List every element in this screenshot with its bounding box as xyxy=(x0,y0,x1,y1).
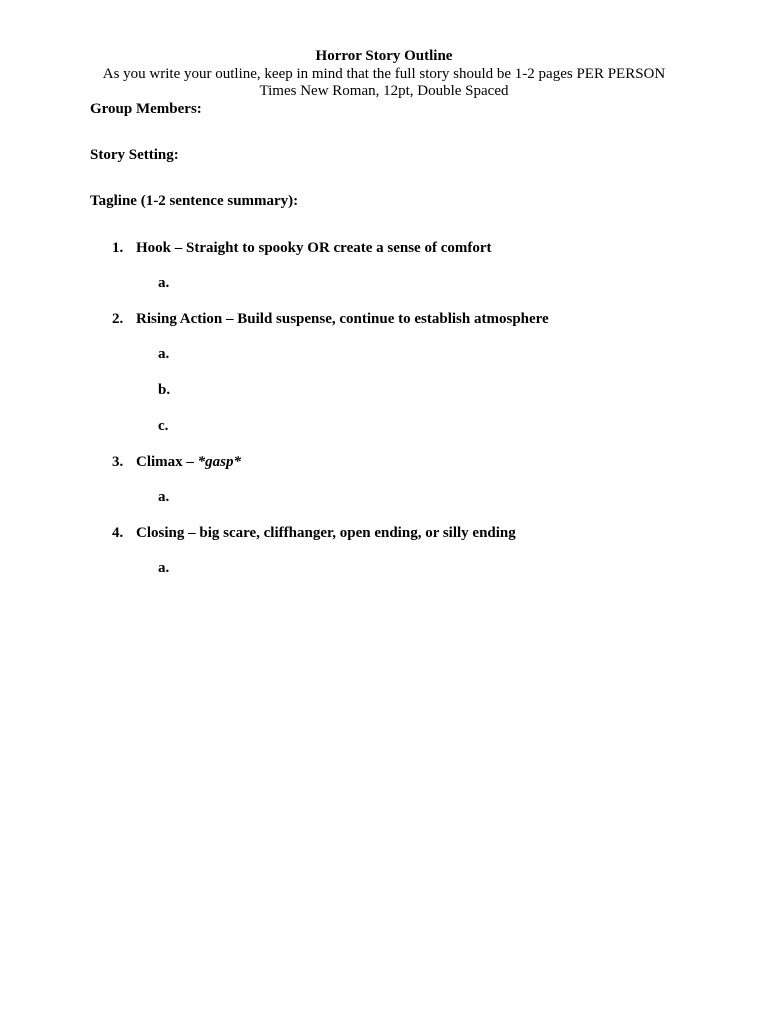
story-setting-label: Story Setting: xyxy=(90,147,179,163)
outline-number: 3. xyxy=(112,454,124,470)
outline-label: Rising Action – Build suspense, continue to establish atmosphere xyxy=(136,311,549,327)
outline-subitem: a. xyxy=(158,560,170,576)
outline-label: Climax – xyxy=(136,454,198,470)
outline-item-rising-action xyxy=(112,310,549,328)
format-instruction: Times New Roman, 12pt, Double Spaced xyxy=(259,83,509,99)
outline-item-hook xyxy=(112,239,492,257)
outline-item-closing xyxy=(112,524,516,542)
outline-label: Closing – big scare, cliffhanger, open ending, or silly ending xyxy=(136,525,516,541)
outline-subitem: b. xyxy=(158,382,171,398)
outline-label: Hook – Straight to spooky OR create a sense of comfort xyxy=(136,240,492,256)
group-members-label: Group Members: xyxy=(90,101,202,117)
outline-subitem: a. xyxy=(158,275,170,291)
outline-subitem: a. xyxy=(158,489,170,505)
document-title: Horror Story Outline xyxy=(315,48,453,64)
outline-subitem: c. xyxy=(158,418,169,434)
outline-subitem: a. xyxy=(158,346,170,362)
outline-item-climax xyxy=(112,453,241,471)
length-instruction: As you write your outline, keep in mind that the full story should be 1-2 pages PER PERSON xyxy=(102,66,666,82)
outline-number: 1. xyxy=(112,240,124,256)
outline-number: 2. xyxy=(112,311,124,327)
tagline-label: Tagline (1-2 sentence summary): xyxy=(90,193,299,209)
outline-emphasis: *gasp* xyxy=(197,454,242,470)
outline-number: 4. xyxy=(112,525,124,541)
